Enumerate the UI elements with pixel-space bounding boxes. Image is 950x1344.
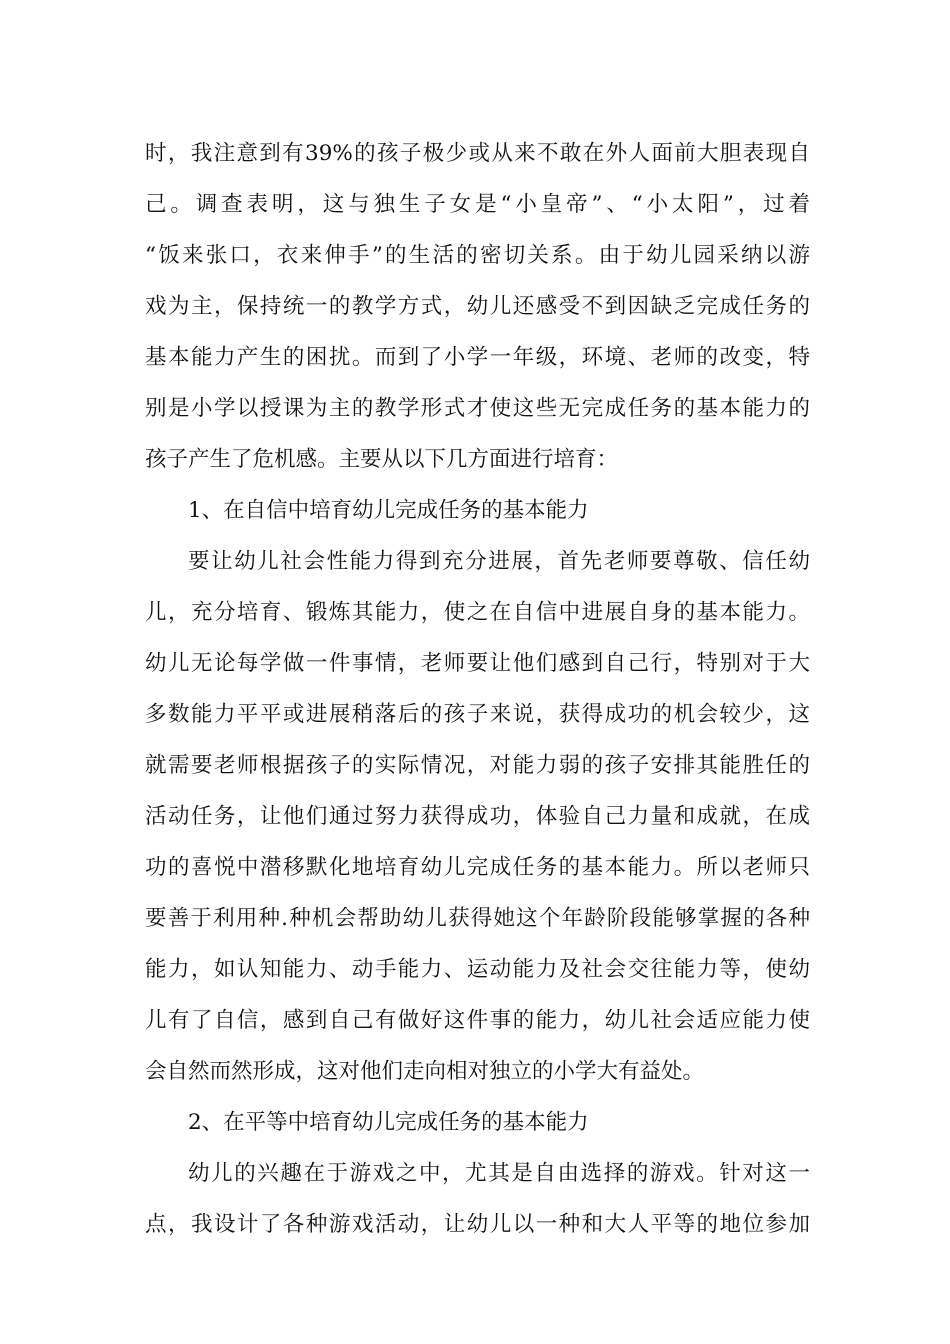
paragraph-line: 要让幼儿社会性能力得到充分进展，首先老师要尊敬、信任幼 xyxy=(188,549,810,574)
paragraph-line: 幼儿的兴趣在于游戏之中，尤其是自由选择的游戏。针对这一 xyxy=(188,1161,810,1186)
paragraph-line: 戏为主，保持统一的教学方式，幼儿还感受不到因缺乏完成任务的 xyxy=(145,294,810,319)
section-heading-1: 1、在自信中培育幼儿完成任务的基本能力 xyxy=(188,498,589,523)
paragraph-line: 别是小学以授课为主的教学形式才使这些无完成任务的基本能力的 xyxy=(145,396,810,421)
paragraph-line: 孩子产生了危机感。主要从以下几方面进行培育： xyxy=(145,447,619,472)
paragraph-line: 点，我设计了各种游戏活动，让幼儿以一种和大人平等的地位参加 xyxy=(145,1212,810,1237)
paragraph-line: 会自然而然形成，这对他们走向相对独立的小学大有益处。 xyxy=(145,1059,705,1084)
paragraph-line: 儿，充分培育、锻炼其能力，使之在自信中进展自身的基本能力。 xyxy=(145,600,810,625)
section-heading-2: 2、在平等中培育幼儿完成任务的基本能力 xyxy=(188,1110,589,1135)
paragraph-line: 功的喜悦中潜移默化地培育幼儿完成任务的基本能力。所以老师只 xyxy=(145,855,810,880)
document-body xyxy=(145,128,810,1250)
paragraph-line: 就需要老师根据孩子的实际情况，对能力弱的孩子安排其能胜任的 xyxy=(145,753,810,778)
paragraph-line: 幼儿无论每学做一件事情，老师要让他们感到自己行，特别对于大 xyxy=(145,651,810,676)
paragraph-line: 要善于利用种.种机会帮助幼儿获得她这个年龄阶段能够掌握的各种 xyxy=(145,906,810,931)
paragraph-line: 时，我注意到有39%的孩子极少或从来不敢在外人面前大胆表现自 xyxy=(145,141,810,166)
paragraph-line: 能力，如认知能力、动手能力、运动能力及社会交往能力等，使幼 xyxy=(145,957,810,982)
paragraph-line: “饭来张口，衣来伸手”的生活的密切关系。由于幼儿园采纳以游 xyxy=(145,243,810,268)
paragraph-line: 己。调查表明，这与独生子女是“小皇帝”、“小太阳”，过着 xyxy=(145,192,810,217)
paragraph-line: 活动任务，让他们通过努力获得成功，体验自己力量和成就，在成 xyxy=(145,804,810,829)
paragraph-line: 多数能力平平或进展稍落后的孩子来说，获得成功的机会较少，这 xyxy=(145,702,810,727)
paragraph-line: 基本能力产生的困扰。而到了小学一年级，环境、老师的改变，特 xyxy=(145,345,810,370)
paragraph-line: 儿有了自信，感到自己有做好这件事的能力，幼儿社会适应能力使 xyxy=(145,1008,810,1033)
